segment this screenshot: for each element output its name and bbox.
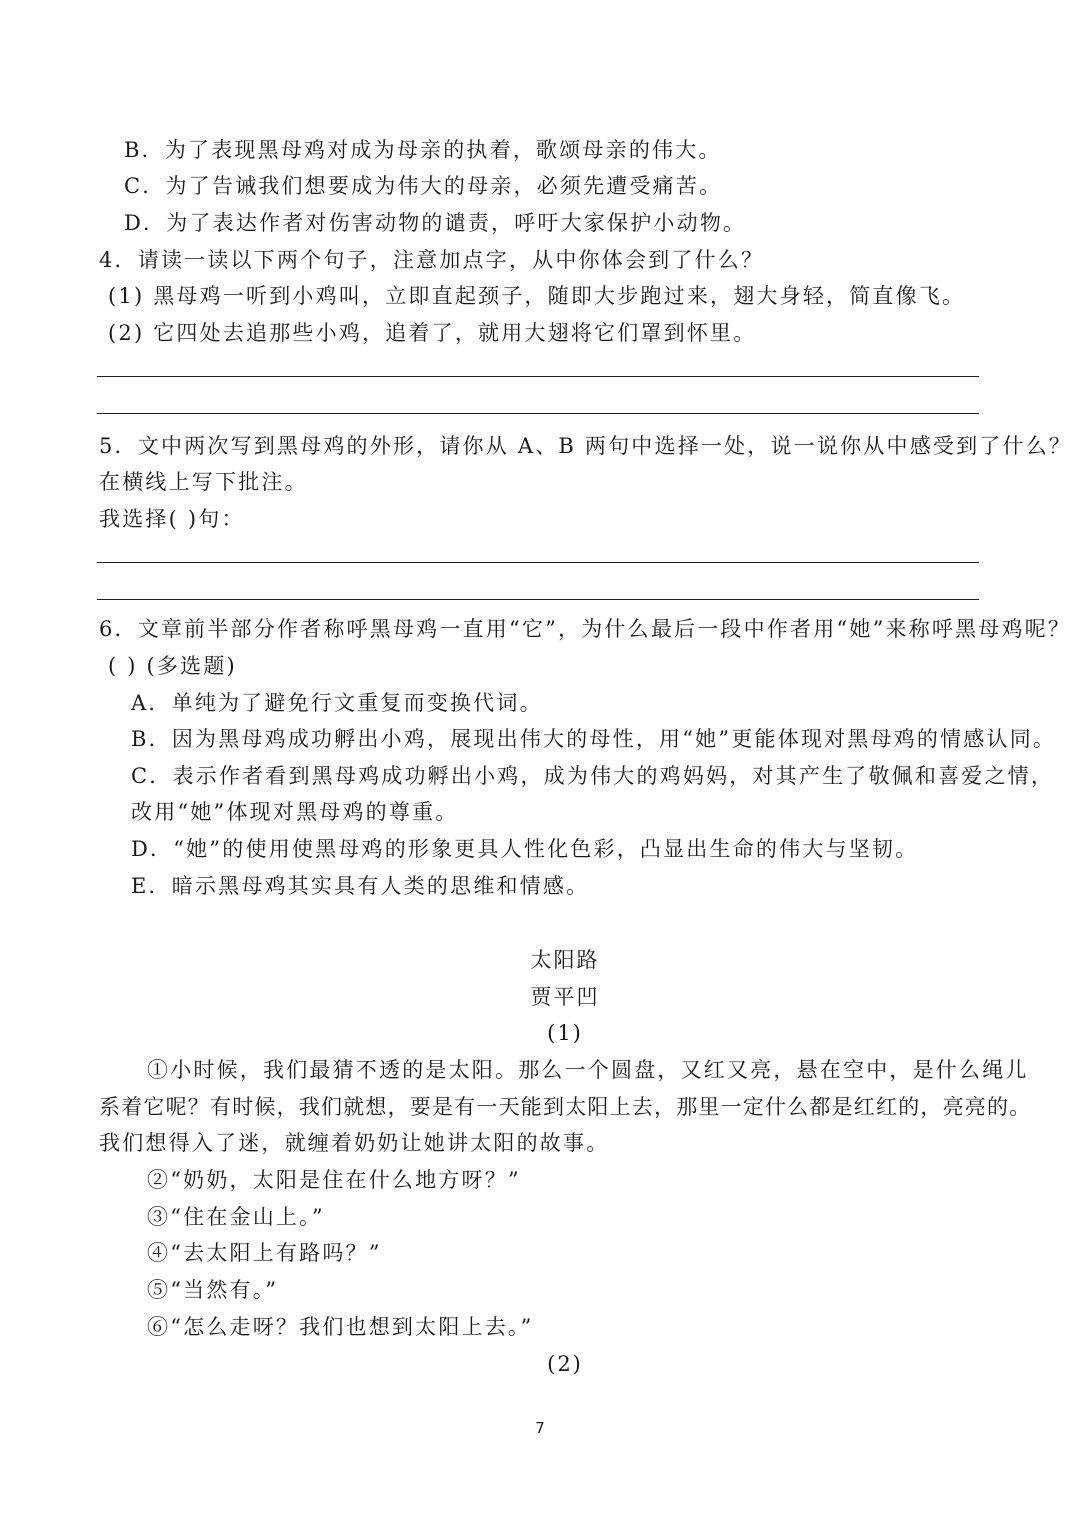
q6-option-e: E．暗示黑母鸡其实具有人类的思维和情感。 <box>131 874 590 898</box>
answer-line[interactable] <box>97 562 979 563</box>
page-number: 7 <box>535 1419 545 1437</box>
paragraph-2: ②“奶奶，太阳是住在什么地方呀？” <box>147 1168 521 1192</box>
answer-line[interactable] <box>97 599 979 600</box>
passage-part-1: (1) <box>547 1021 583 1045</box>
paragraph-1-line-2: 系着它呢？有时候，我们就想，要是有一天能到太阳上去，那里一定什么都是红红的，亮亮的。 <box>99 1095 1032 1119</box>
q6-stem: 6．文章前半部分作者称呼黑母鸡一直用“它”，为什么最后一段中作者用“她”来称呼黑母鸡呢？ <box>99 617 1072 641</box>
paragraph-1-line-3: 我们想得入了迷，就缠着奶奶让她讲太阳的故事。 <box>99 1131 610 1155</box>
answer-line[interactable] <box>97 376 979 377</box>
q5-stem-cont: 在横线上写下批注。 <box>99 470 308 494</box>
q5-choice-prompt: 我选择( )句： <box>99 507 245 531</box>
q6-answer-blank: ( ) (多选题) <box>108 654 237 678</box>
paragraph-4: ④“去太阳上有路吗？” <box>147 1241 382 1265</box>
q6-option-c-cont: 改用“她”体现对黑母鸡的尊重。 <box>131 800 459 824</box>
q6-option-d: D．“她”的使用使黑母鸡的形象更具人性化色彩，凸显出生命的伟大与坚韧。 <box>131 837 919 861</box>
q4-sentence-1: (1) 黑母鸡一听到小鸡叫，立即直起颈子，随即大步跑过来，翅大身轻，简直像飞。 <box>108 284 966 308</box>
q6-option-c: C．表示作者看到黑母鸡成功孵出小鸡，成为伟大的鸡妈妈，对其产生了敬佩和喜爱之情， <box>131 764 1055 788</box>
answer-line[interactable] <box>97 413 979 414</box>
passage-author: 贾平凹 <box>530 985 600 1009</box>
q4-stem: 4．请读一读以下两个句子，注意加点字，从中你体会到了什么？ <box>99 248 765 272</box>
q6-option-b: B．因为黑母鸡成功孵出小鸡，展现出伟大的母性，用“她”更能体现对黑母鸡的情感认同。 <box>131 727 1057 751</box>
q5-stem: 5．文中两次写到黑母鸡的外形，请你从 A、B 两句中选择一处，说一说你从中感受到了什么？ <box>99 434 1073 458</box>
paragraph-1-line-1: ①小时候，我们最猜不透的是太阳。那么一个圆盘，又红又亮，悬在空中，是什么绳儿 <box>147 1058 1029 1082</box>
paragraph-3: ③“住在金山上。” <box>147 1205 325 1229</box>
paragraph-5: ⑤“当然有。” <box>147 1278 279 1302</box>
q6-option-a: A．单纯为了避免行文重复而变换代词。 <box>131 691 543 715</box>
q3-option-b: B．为了表现黑母鸡对成为母亲的执着，歌颂母亲的伟大。 <box>124 138 722 162</box>
q3-option-d: D．为了表达作者对伤害动物的谴责，呼吁大家保护小动物。 <box>124 211 747 235</box>
q3-option-c: C．为了告诫我们想要成为伟大的母亲，必须先遭受痛苦。 <box>124 174 723 198</box>
paragraph-6: ⑥“怎么走呀？我们也想到太阳上去。” <box>147 1315 534 1339</box>
q4-sentence-2: (2) 它四处去追那些小鸡，追着了，就用大翅将它们罩到怀里。 <box>108 321 757 345</box>
passage-part-2: (2) <box>547 1352 583 1376</box>
passage-title: 太阳路 <box>530 948 600 972</box>
